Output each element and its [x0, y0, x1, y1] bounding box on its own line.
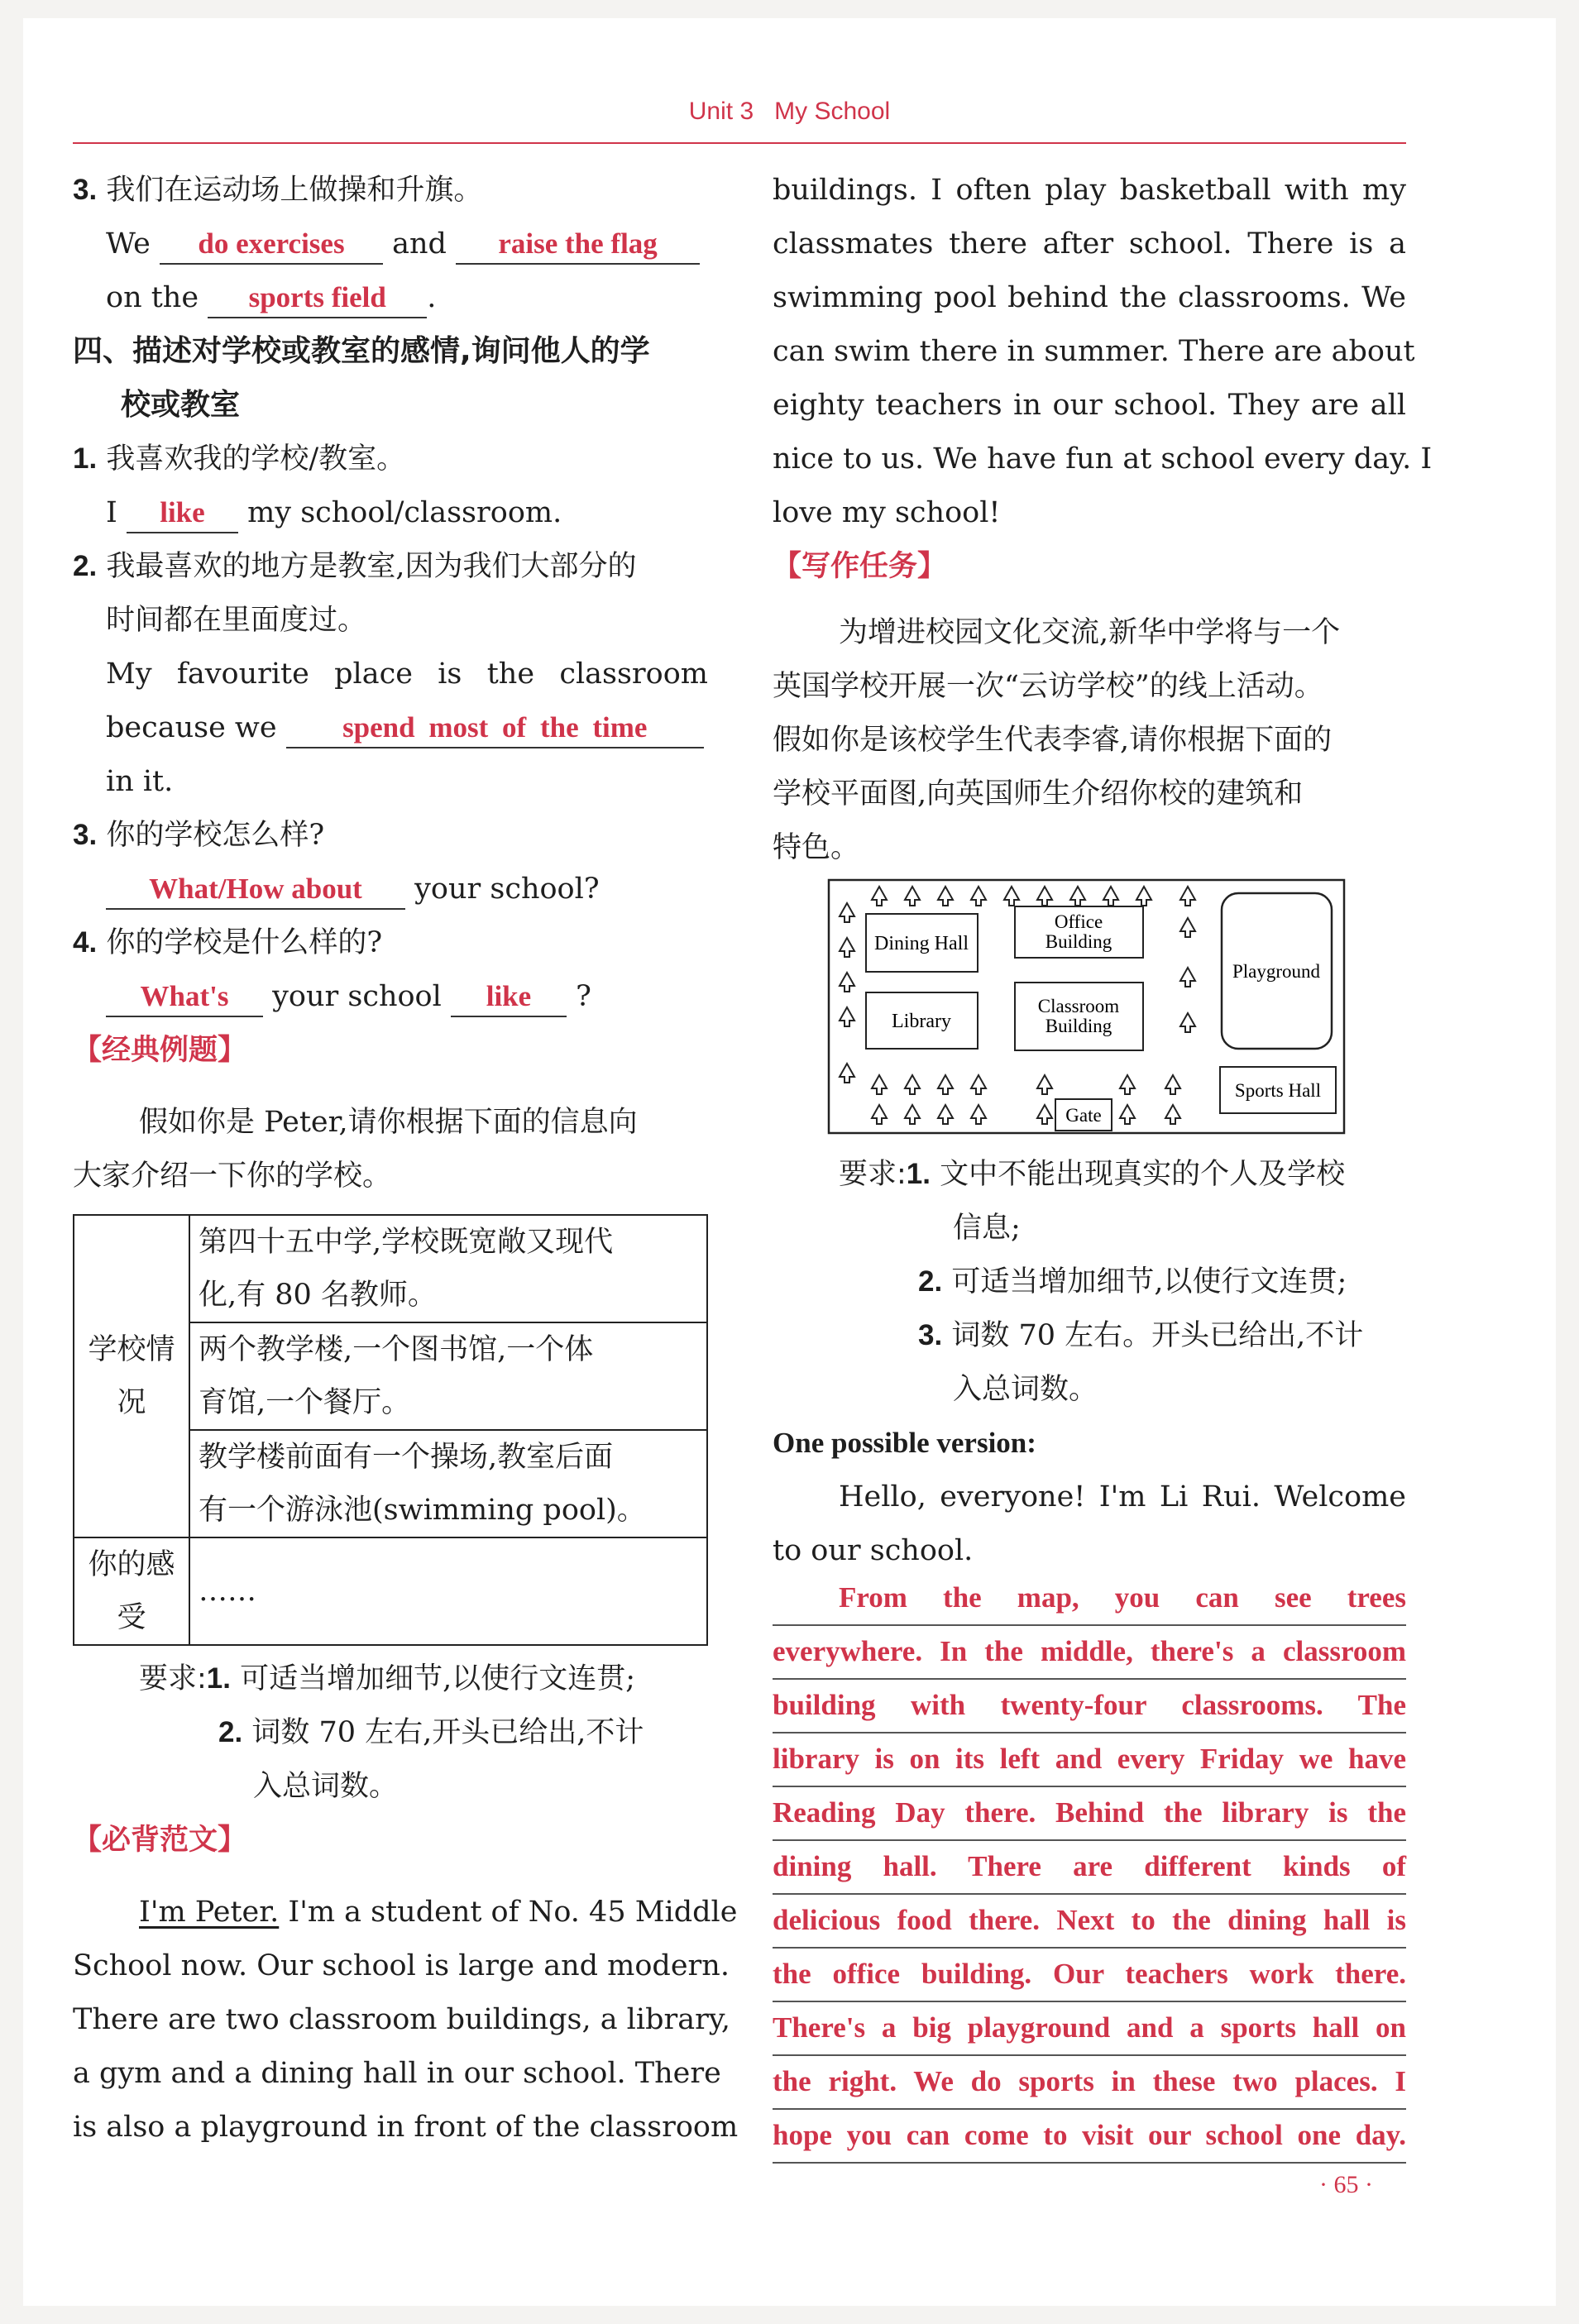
s4-answer-1: What's: [106, 978, 263, 1017]
svg-text:Building: Building: [1045, 931, 1112, 952]
school-map: [827, 878, 1346, 1135]
header-rule: [73, 142, 1406, 144]
table-label-feeling: 你的感受: [74, 1537, 189, 1645]
s2-cn: 2. 我最喜欢的地方是教室,因为我们大部分的: [73, 550, 637, 583]
answer-line: hope you can come to visit our school one day.: [773, 2109, 1406, 2164]
s2-en: My favourite place is the classroom: [106, 658, 708, 691]
model-line: swimming pool behind the classrooms. We: [773, 281, 1406, 314]
example-intro-2: 大家介绍一下你的学校。: [73, 1160, 392, 1193]
svg-text:Sports Hall: Sports Hall: [1234, 1080, 1322, 1101]
running-head: [0, 98, 1579, 126]
answer-line: dining hall. There are different kinds of: [773, 1840, 1406, 1895]
model-tag: 【必背范文】: [73, 1824, 247, 1857]
task-line: 学校平面图,向英国师生介绍你校的建筑和: [773, 777, 1304, 811]
model-line: is also a playground in front of the classroom: [73, 2111, 739, 2144]
task-tag: 【写作任务】: [773, 550, 947, 583]
svg-text:Playground: Playground: [1232, 961, 1321, 982]
answer-line: everywhere. In the middle, there's a classroom: [773, 1625, 1406, 1680]
model-line: a gym and a dining hall in our school. There: [73, 2057, 721, 2090]
table-label-school: 学校情况: [74, 1215, 189, 1537]
example-requirements: 要求:1. 可适当增加细节,以使行文连贯;: [139, 1662, 636, 1695]
answer-line: Reading Day there. Behind the library is the: [773, 1786, 1406, 1841]
answer-line: library is on its left and every Friday we have: [773, 1733, 1406, 1787]
table-cell: ……: [189, 1537, 707, 1645]
model-line: There are two classroom buildings, a library,: [73, 2003, 731, 2036]
task-line: 假如你是该校学生代表李睿,请你根据下面的: [773, 724, 1333, 757]
section-4-heading-2: 校或教室: [121, 388, 241, 422]
s2-answer: spend most of the time: [286, 709, 704, 748]
model-line: nice to us. We have fun at school every day. I: [773, 442, 1433, 476]
q3-answer-2: raise the flag: [456, 225, 700, 265]
s2-cn-2: 时间都在里面度过。: [106, 604, 367, 637]
task-line: 特色。: [773, 831, 860, 864]
table-cell: 教学楼前面有一个操场,教室后面 有一个游泳池(swimming pool)。: [189, 1430, 707, 1537]
table-cell: 第四十五中学,学校既宽敞又现代 化,有 80 名教师。: [189, 1215, 707, 1322]
model-line: can swim there in summer. There are about: [773, 335, 1415, 368]
unit-label: Unit 3: [688, 98, 754, 125]
example-requirement-2b: 入总词数。: [253, 1770, 399, 1803]
s4-en: What's your school like ?: [73, 970, 708, 1023]
model-line: buildings. I often play basketball with my: [773, 174, 1406, 207]
task-line: 为增进校园文化交流,新华中学将与一个: [839, 616, 1341, 649]
s4-answer-2: like: [451, 978, 567, 1017]
answer-line: the right. We do sports in these two places. I: [773, 2055, 1406, 2110]
model-line: classmates there after school. There is a: [773, 227, 1406, 261]
svg-text:Gate: Gate: [1065, 1105, 1102, 1126]
s3-en: What/How about your school?: [73, 863, 708, 916]
q3-en: We do exercises and raise the flag: [73, 218, 708, 270]
unit-title: My School: [774, 98, 891, 125]
q3-en-2: on the sports field .: [73, 271, 708, 324]
svg-text:Dining Hall: Dining Hall: [874, 933, 969, 954]
s1-cn: 1. 我喜欢我的学校/教室。: [73, 442, 406, 476]
svg-text:Library: Library: [892, 1011, 951, 1032]
task-requirement-3: 3. 词数 70 左右。开头已给出,不计: [918, 1319, 1364, 1352]
svg-text:Office: Office: [1054, 911, 1103, 932]
s1-answer: like: [127, 494, 238, 533]
s3-answer: What/How about: [106, 870, 405, 910]
answer-line: delicious food there. Next to the dining hall is: [773, 1894, 1406, 1949]
s4-cn: 4. 你的学校是什么样的?: [73, 926, 383, 959]
s2-en-2: because we spend most of the time: [73, 701, 708, 754]
svg-text:Building: Building: [1045, 1016, 1112, 1036]
example-tag: 【经典例题】: [73, 1034, 247, 1067]
answer-line: There's a big playground and a sports hall on: [773, 2001, 1406, 2056]
version-line: Hello, everyone! I'm Li Rui. Welcome: [839, 1480, 1406, 1513]
model-line: eighty teachers in our school. They are all: [773, 389, 1406, 422]
s1-en: I like my school/classroom.: [73, 486, 708, 539]
page-number: · 65 ·: [1319, 2171, 1373, 2198]
model-line: School now. Our school is large and modern.: [73, 1949, 730, 1982]
q3-answer-3: sports field: [208, 279, 427, 318]
model-line: love my school!: [773, 496, 1001, 529]
q3-answer-1: do exercises: [160, 225, 383, 265]
answer-line: the office building. Our teachers work there.: [773, 1948, 1406, 2002]
q3-cn: 3. 我们在运动场上做操和升旗。: [73, 174, 483, 207]
task-requirement-1b: 信息;: [953, 1212, 1021, 1245]
answer-line: building with twenty-four classrooms. The: [773, 1679, 1406, 1733]
s2-en-3: in it.: [106, 765, 174, 798]
example-requirement-2: 2. 词数 70 左右,开头已给出,不计: [218, 1716, 644, 1749]
task-requirement-2: 2. 可适当增加细节,以使行文连贯;: [918, 1265, 1347, 1298]
version-title: One possible version:: [773, 1427, 1036, 1459]
task-requirement-3b: 入总词数。: [953, 1373, 1098, 1406]
svg-text:Classroom: Classroom: [1037, 996, 1120, 1016]
version-line: to our school.: [773, 1534, 974, 1567]
answer-line: From the map, you can see trees: [773, 1571, 1406, 1626]
table-cell: 两个教学楼,一个图书馆,一个体 育馆,一个餐厅。: [189, 1322, 707, 1430]
section-4-heading: 四、描述对学校或教室的感情,询问他人的学: [73, 334, 650, 368]
s3-cn: 3. 你的学校怎么样?: [73, 819, 325, 852]
example-intro: 假如你是 Peter,请你根据下面的信息向: [139, 1106, 638, 1139]
task-line: 英国学校开展一次“云访学校”的线上活动。: [773, 670, 1323, 703]
school-info-table: [73, 1214, 708, 1646]
model-line: I'm Peter. I'm a student of No. 45 Middle: [139, 1896, 738, 1929]
task-requirements: 要求:1. 文中不能出现真实的个人及学校: [839, 1158, 1346, 1191]
